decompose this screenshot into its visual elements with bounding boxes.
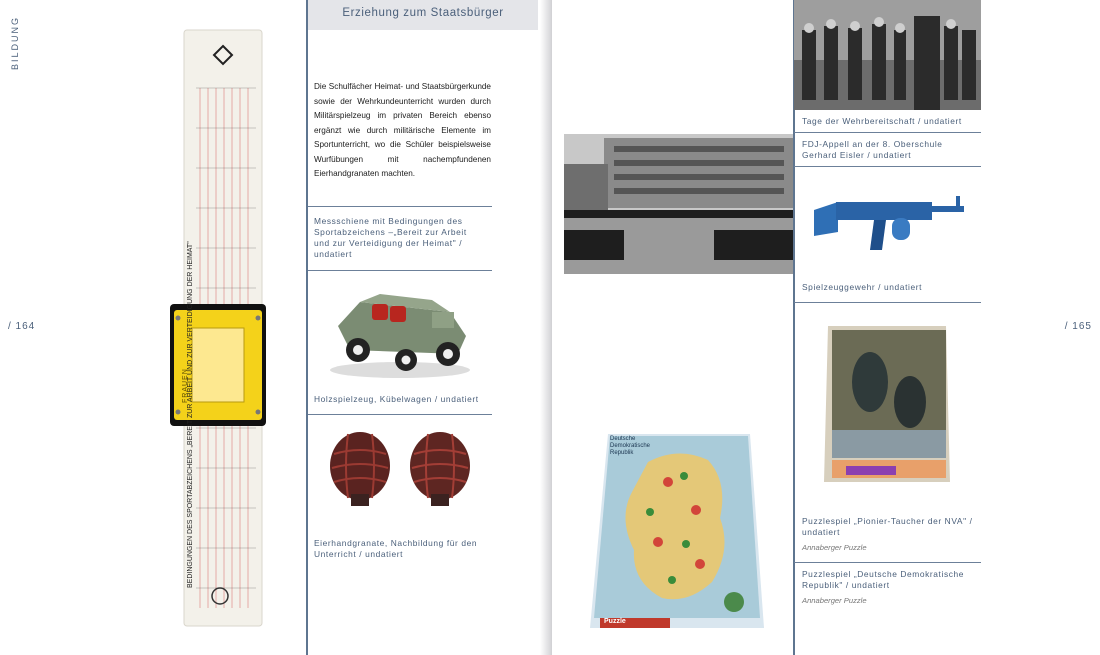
puzzle-box-label: Deutsche Demokratische Republik <box>610 436 651 456</box>
slide-rule-title <box>187 574 197 588</box>
handgranate-image <box>320 424 480 514</box>
column-rule <box>306 0 308 655</box>
puzzle-ddr-image <box>588 432 768 630</box>
caption-spielzeuggewehr: Spielzeuggewehr / undatiert <box>802 282 923 292</box>
maker-puzzle-ddr: Annaberger Puzzle <box>802 596 867 605</box>
page-number-left: / 164 <box>8 321 36 332</box>
spielzeuggewehr-image <box>808 180 968 264</box>
kuebelwagen-image <box>320 278 480 384</box>
caption-messschiene: Messschiene mit Bedingungen des Sportabzeichens –„Bereit zur Arbeit und zur Verteidigung der Heimat" / undatiert <box>314 216 467 259</box>
divider <box>308 414 492 415</box>
caption-handgranate: Eierhandgranate, Nachbildung für den Unterricht / undatiert <box>314 538 478 559</box>
caption-puzzle-nva: Puzzlespiel „Pionier-Taucher der NVA" / undatiert <box>802 516 973 537</box>
fdj-appell-photo <box>564 134 794 274</box>
messschiene-image <box>160 28 270 630</box>
divider <box>794 166 981 167</box>
chapter-header <box>308 0 538 30</box>
caption-kuebelwagen: Holzspielzeug, Kübelwagen / undatiert <box>314 394 479 404</box>
puzzle-box-brand: Puzzle <box>604 618 626 625</box>
wehrbereitschaft-photo <box>794 0 981 110</box>
divider <box>308 206 492 207</box>
body-paragraph: Die Schulfächer Heimat- und Staatsbürgerkunde sowie der Wehrkundeunterricht wurden durch Militärspielzeug im privaten Bereich ebenso ergänzt wie durch militärische Elemente im Sportunterricht, wo die Schüler beispielsweise Wurfübungen mit nachempfundenen Eierhandgranaten machten. <box>314 82 491 178</box>
caption-fdj-appell: FDJ-Appell an der 8. Oberschule Gerhard Eisler / undatiert <box>802 139 943 160</box>
divider <box>308 270 492 271</box>
page-number-right: / 165 <box>1064 321 1092 332</box>
caption-wehrbereitschaft: Tage der Wehrbereitschaft / undatiert <box>802 116 962 126</box>
caption-puzzle-ddr: Puzzlespiel „Deutsche Demokratische Republik" / undatiert <box>802 569 965 590</box>
divider <box>794 562 981 563</box>
puzzle-nva-image <box>820 322 954 486</box>
left-page <box>0 0 548 655</box>
maker-puzzle-nva: Annaberger Puzzle <box>802 543 867 552</box>
divider <box>794 302 981 303</box>
right-page <box>552 0 1100 655</box>
slider-label: FRAUEN <box>182 368 189 403</box>
divider <box>794 132 981 133</box>
chapter-title: Erziehung zum Staatsbürger <box>342 7 504 19</box>
section-label: BILDUNG <box>10 15 20 70</box>
